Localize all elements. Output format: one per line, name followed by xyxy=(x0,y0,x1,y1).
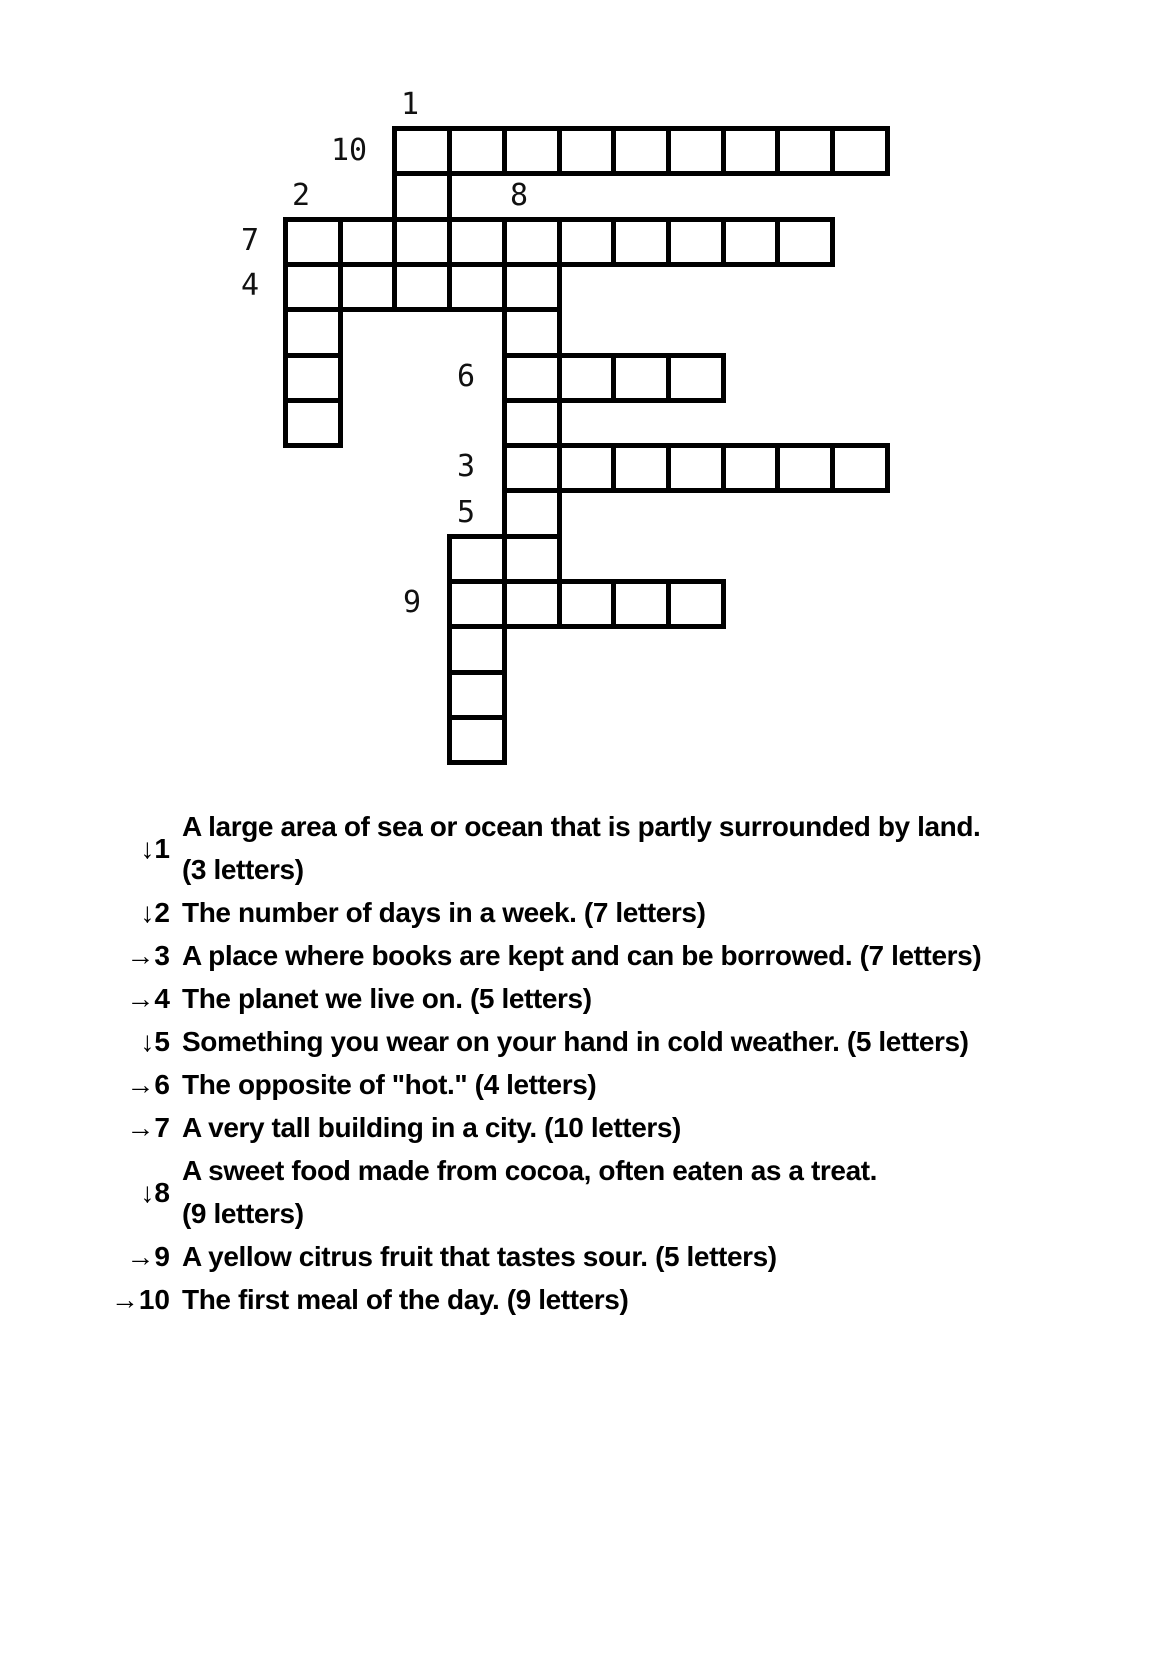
clue-text-line: A yellow citrus fruit that tastes sour. (5 letters) xyxy=(182,1241,777,1272)
clue-tag xyxy=(0,1235,182,1278)
grid-cell[interactable] xyxy=(502,534,562,584)
grid-cell[interactable] xyxy=(557,217,616,267)
grid-cell[interactable] xyxy=(447,715,507,765)
arrow-right-icon: → xyxy=(126,983,155,1014)
arrow-right-icon: → xyxy=(126,940,155,971)
grid-cell[interactable] xyxy=(666,443,726,493)
clue-text-line: The number of days in a week. (7 letters) xyxy=(182,897,706,928)
clue-number-label: 2 xyxy=(292,178,311,213)
arrow-down-icon: ↓ xyxy=(140,832,155,864)
grid-cell[interactable] xyxy=(666,579,726,629)
grid-cell[interactable] xyxy=(447,579,507,629)
clue-number: 7 xyxy=(154,1112,170,1143)
grid-cell[interactable] xyxy=(283,398,343,448)
arrow-right-icon: → xyxy=(110,1284,139,1315)
arrow-right-icon: → xyxy=(126,1241,155,1272)
grid-cell[interactable] xyxy=(392,171,452,222)
clue-text xyxy=(182,1106,1032,1149)
clue-item xyxy=(0,1106,1166,1149)
clue-tag xyxy=(0,1106,182,1149)
clue-tag xyxy=(0,934,182,977)
grid-cell[interactable] xyxy=(557,579,616,629)
grid-cell[interactable] xyxy=(502,307,562,358)
grid-cell[interactable] xyxy=(775,126,835,176)
clue-text-line: A place where books are kept and can be borrowed. (7 letters) xyxy=(182,940,982,971)
clue-text-line: A large area of sea or ocean that is partly surrounded by land. xyxy=(182,811,981,842)
clue-number: 10 xyxy=(138,1284,170,1315)
clue-number: 9 xyxy=(154,1241,170,1272)
clue-number: 3 xyxy=(154,940,170,971)
clue-tag xyxy=(0,1149,182,1235)
grid-cell[interactable] xyxy=(283,217,343,267)
clue-text-line: The planet we live on. (5 letters) xyxy=(182,983,592,1014)
clue-number-label: 6 xyxy=(457,359,476,394)
grid-cell[interactable] xyxy=(502,126,562,176)
clue-item xyxy=(0,891,1166,934)
clue-text xyxy=(182,1063,1032,1106)
grid-cell[interactable] xyxy=(666,217,726,267)
clue-item xyxy=(0,934,1166,977)
crossword-grid xyxy=(0,0,1166,800)
grid-cell[interactable] xyxy=(338,217,397,267)
clue-number: 5 xyxy=(154,1026,170,1057)
grid-cell[interactable] xyxy=(392,126,452,176)
grid-cell[interactable] xyxy=(775,217,835,267)
clue-text xyxy=(182,934,1032,977)
grid-cell[interactable] xyxy=(721,126,780,176)
grid-cell[interactable] xyxy=(502,262,562,312)
grid-cell[interactable] xyxy=(447,217,507,267)
grid-cell[interactable] xyxy=(557,126,616,176)
clue-text-line: The opposite of "hot." (4 letters) xyxy=(182,1069,597,1100)
grid-cell[interactable] xyxy=(666,126,726,176)
clue-tag xyxy=(0,1063,182,1106)
clue-text xyxy=(182,1278,1032,1321)
grid-cell[interactable] xyxy=(611,353,671,403)
grid-cell[interactable] xyxy=(447,534,507,584)
clue-text-line: Something you wear on your hand in cold weather. (5 letters) xyxy=(182,1026,969,1057)
grid-cell[interactable] xyxy=(721,443,780,493)
clue-tag xyxy=(0,891,182,934)
clue-item xyxy=(0,1235,1166,1278)
clue-item xyxy=(0,805,1166,891)
clue-item xyxy=(0,977,1166,1020)
clue-text xyxy=(182,977,1032,1020)
clue-number-label: 4 xyxy=(241,268,260,303)
clue-number-label: 1 xyxy=(401,87,420,122)
grid-cell[interactable] xyxy=(611,126,671,176)
clue-text-line: A very tall building in a city. (10 letters) xyxy=(182,1112,681,1143)
clue-number: 2 xyxy=(154,897,170,928)
clue-text xyxy=(182,1020,1032,1063)
grid-cell[interactable] xyxy=(611,443,671,493)
clue-text xyxy=(182,1149,1032,1235)
clue-number: 1 xyxy=(154,832,170,864)
grid-cell[interactable] xyxy=(611,579,671,629)
clue-text-line: (9 letters) xyxy=(182,1198,304,1229)
clue-text xyxy=(182,1235,1032,1278)
arrow-down-icon: ↓ xyxy=(140,897,155,928)
grid-cell[interactable] xyxy=(338,262,397,312)
grid-cell[interactable] xyxy=(283,262,343,312)
grid-cell[interactable] xyxy=(502,443,562,493)
grid-cell[interactable] xyxy=(447,262,507,312)
grid-cell[interactable] xyxy=(447,670,507,720)
clue-number-label: 7 xyxy=(241,223,260,258)
clue-tag xyxy=(0,1278,182,1321)
clue-text xyxy=(182,805,1032,891)
clue-tag xyxy=(0,1020,182,1063)
clue-number-label: 9 xyxy=(403,585,422,620)
clue-number-label: 5 xyxy=(457,495,476,530)
clue-number: 6 xyxy=(154,1069,170,1100)
grid-cell[interactable] xyxy=(283,307,343,358)
grid-cell[interactable] xyxy=(611,217,671,267)
grid-cell[interactable] xyxy=(557,353,616,403)
clue-number: 4 xyxy=(154,983,170,1014)
grid-cell[interactable] xyxy=(447,126,507,176)
grid-cell[interactable] xyxy=(721,217,780,267)
grid-cell[interactable] xyxy=(502,488,562,539)
clue-text-line: The first meal of the day. (9 letters) xyxy=(182,1284,629,1315)
arrow-down-icon: ↓ xyxy=(140,1026,155,1057)
clue-tag xyxy=(0,805,182,891)
clue-number-label: 3 xyxy=(457,449,476,484)
clue-number-label: 8 xyxy=(510,178,529,213)
grid-cell[interactable] xyxy=(502,217,562,267)
clue-number-label: 10 xyxy=(331,133,368,168)
grid-cell[interactable] xyxy=(830,126,890,176)
clue-number: 8 xyxy=(154,1176,170,1208)
grid-cell[interactable] xyxy=(775,443,835,493)
grid-cell[interactable] xyxy=(666,353,726,403)
clue-list xyxy=(0,805,1166,1321)
grid-cell[interactable] xyxy=(392,262,452,312)
grid-cell[interactable] xyxy=(392,217,452,267)
clue-item xyxy=(0,1063,1166,1106)
clue-tag xyxy=(0,977,182,1020)
arrow-down-icon: ↓ xyxy=(140,1176,155,1208)
clue-item xyxy=(0,1149,1166,1235)
grid-cell[interactable] xyxy=(502,353,562,403)
grid-cell[interactable] xyxy=(447,624,507,675)
grid-cell[interactable] xyxy=(283,353,343,403)
clue-item xyxy=(0,1020,1166,1063)
arrow-right-icon: → xyxy=(126,1112,155,1143)
clue-text xyxy=(182,891,1032,934)
clue-text-line: A sweet food made from cocoa, often eaten as a treat. xyxy=(182,1155,878,1186)
grid-cell[interactable] xyxy=(502,579,562,629)
clue-text-line: (3 letters) xyxy=(182,854,304,885)
grid-cell[interactable] xyxy=(557,443,616,493)
arrow-right-icon: → xyxy=(126,1069,155,1100)
grid-cell[interactable] xyxy=(830,443,890,493)
grid-cell[interactable] xyxy=(502,398,562,448)
clue-item xyxy=(0,1278,1166,1321)
